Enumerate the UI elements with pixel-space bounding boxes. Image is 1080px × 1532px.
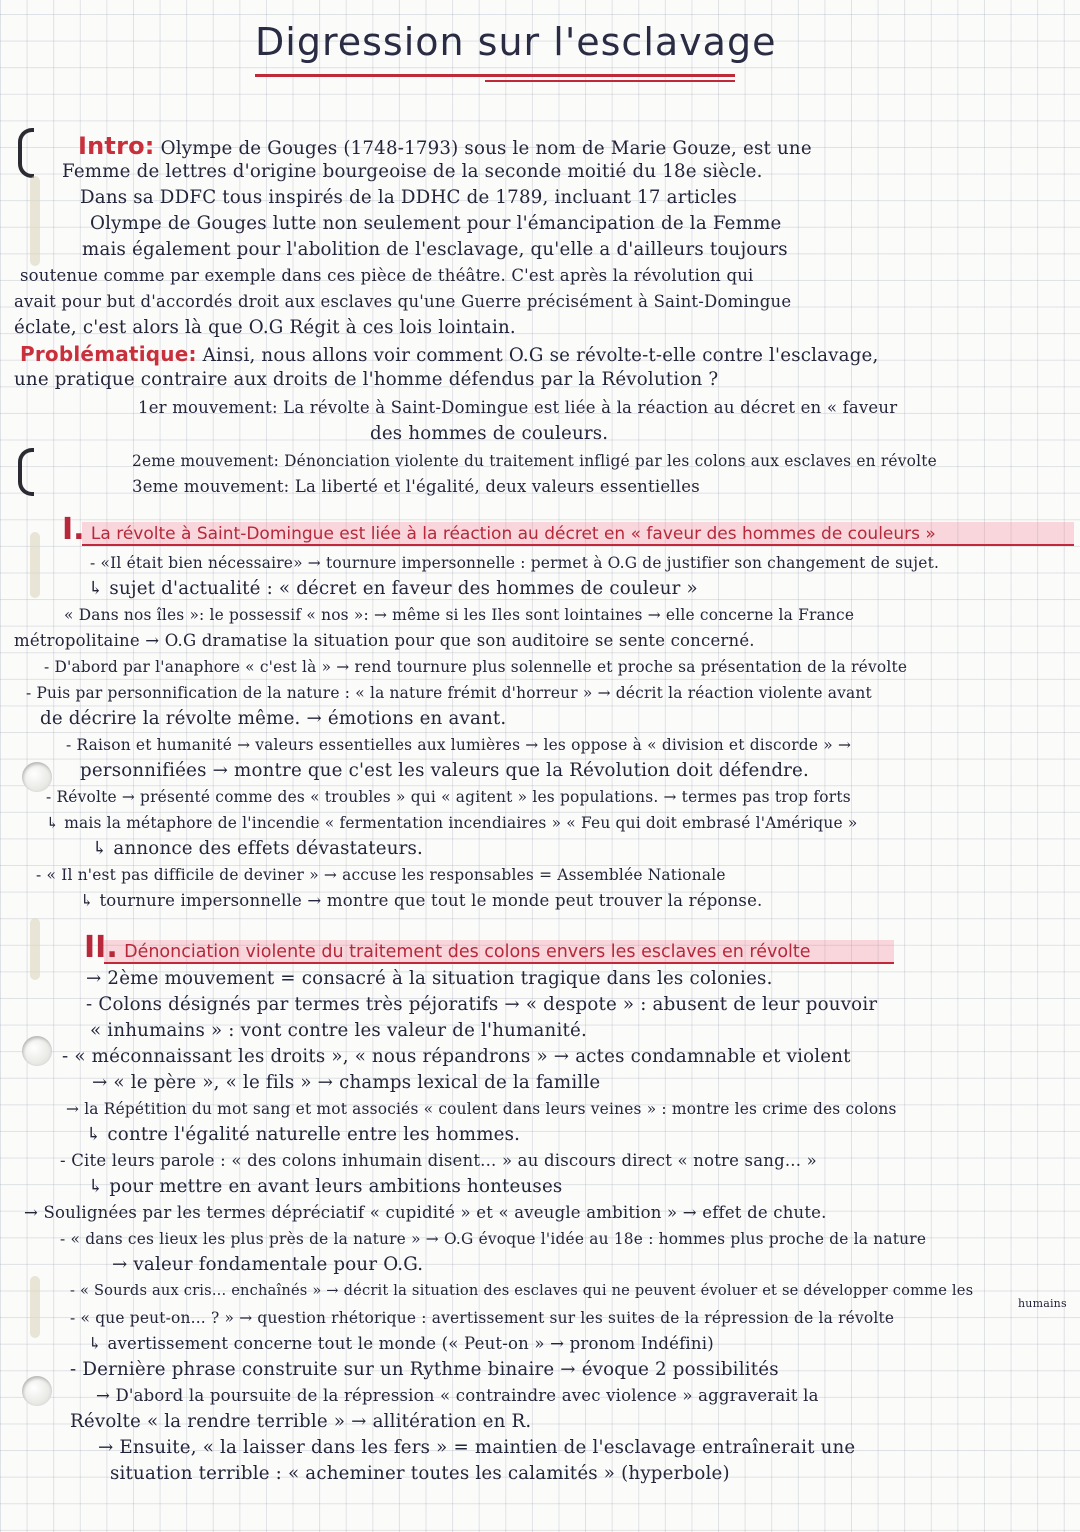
intro-label: Intro:: [78, 133, 155, 159]
plan-line: 3eme mouvement: La liberté et l'égalité, deux valeurs essentielles: [132, 477, 700, 496]
title-underline: [255, 74, 735, 77]
binder-hole-shadow: [30, 918, 40, 980]
section1-roman: I.: [62, 516, 85, 544]
section2-line: → valeur fondamentale pour O.G.: [112, 1254, 424, 1275]
binder-hole-shadow: [30, 176, 40, 266]
title-block: [255, 16, 777, 88]
section2-line: → 2ème mouvement = consacré à la situation tragique dans les colonies.: [86, 968, 773, 989]
section2-line: → Ensuite, « la laisser dans les fers » = maintien de l'esclavage entraînerait une: [98, 1437, 856, 1458]
intro-line: Olympe de Gouges lutte non seulement pour l'émancipation de la Femme: [90, 213, 782, 234]
problematique-label: Problématique:: [20, 342, 197, 366]
problematique-line: [20, 341, 1075, 367]
intro-line: Dans sa DDFC tous inspirés de la DDHC de 1789, incluant 17 articles: [80, 187, 738, 208]
binder-hole: [22, 1376, 52, 1406]
section2-line: → la Répétition du mot sang et mot associés « coulent dans leurs veines » : montre les crime des colons: [66, 1100, 897, 1118]
section2-line: - Colons désignés par termes très péjoratifs → « despote » : abusent de leur pouvoir: [86, 994, 878, 1015]
section2-line: → Soulignées par les termes dépréciatif « cupidité » et « aveugle ambition » → effet de chute.: [24, 1203, 827, 1222]
binder-hole: [22, 1036, 52, 1066]
section1-line: - «Il était bien nécessaire» → tournure impersonnelle : permet à O.G de justifier son changement de sujet.: [90, 554, 940, 572]
section2-heading: [84, 934, 1079, 962]
problematique-text: Ainsi, nous allons voir comment O.G se révolte-t-elle contre l'esclavage,: [202, 345, 879, 366]
section1-line: métropolitaine → O.G dramatise la situation pour que son auditoire se sente concerné.: [14, 631, 755, 650]
section2-line: - « que peut-on... ? » → question rhétorique : avertissement sur les suites de la répression de la révolte: [70, 1309, 895, 1327]
section2-line: Révolte « la rendre terrible » → allitération en R.: [70, 1411, 532, 1432]
section2-line: ↳ avertissement concerne tout le monde (« Peut-on » → pronom Indéfini): [88, 1334, 714, 1353]
section1-line: ↳ sujet d'actualité : « décret en faveur des hommes de couleur »: [88, 578, 698, 599]
section1-line: ↳ annonce des effets dévastateurs.: [92, 838, 424, 859]
intro-text: Olympe de Gouges (1748-1793) sous le nom de Marie Gouze, est une: [160, 138, 812, 159]
section1-line: - « Il n'est pas difficile de deviner » → accuse les responsables = Assemblée Nationale: [36, 866, 726, 884]
intro-line: [78, 133, 1068, 159]
section2-line: → D'abord la poursuite de la répression « contraindre avec violence » aggraverait la: [96, 1386, 819, 1405]
section2-line: - Cite leurs parole : « des colons inhumain disent... » au discours direct « notre sang... »: [60, 1151, 817, 1170]
intro-line: soutenue comme par exemple dans ces pièce de théâtre. C'est après la révolution qui: [20, 266, 754, 285]
section1-title: La révolte à Saint-Domingue est liée à la réaction au décret en « faveur des hommes de couleurs »: [90, 524, 936, 544]
problematique-line: une pratique contraire aux droits de l'homme défendus par la Révolution ?: [14, 369, 719, 390]
section2-line: ↳ pour mettre en avant leurs ambitions honteuses: [88, 1176, 563, 1197]
plan-line: 2eme mouvement: Dénonciation violente du traitement infligé par les colons aux esclaves en révolte: [132, 452, 937, 470]
binder-ring-mark: [18, 448, 34, 496]
section1-line: ↳ tournure impersonnelle → montre que tout le monde peut trouver la réponse.: [80, 891, 763, 910]
plan-line: des hommes de couleurs.: [370, 423, 609, 444]
section1-line: - Révolte → présenté comme des « troubles » qui « agitent » les populations. → termes pas trop forts: [46, 788, 851, 806]
section1-line: de décrire la révolte même. → émotions en avant.: [40, 708, 507, 729]
binder-ring-mark: [18, 128, 34, 178]
section1-line: « Dans nos îles »: le possessif « nos »: → même si les Iles sont lointaines → elle concerne la France: [64, 606, 855, 624]
section2-line: « inhumains » : vont contre les valeur de l'humanité.: [90, 1020, 587, 1041]
intro-line: avait pour but d'accordés droit aux esclaves qu'une Guerre précisément à Saint-Domingue: [14, 292, 792, 311]
section1-line: personnifiées → montre que c'est les valeurs que la Révolution doit défendre.: [80, 760, 810, 781]
section1-heading: [62, 516, 1077, 544]
section2-line: - « dans ces lieux les plus près de la nature » → O.G évoque l'idée au 18e : hommes plus proche de la nature: [60, 1230, 927, 1248]
page-title: Digression sur l'esclavage: [255, 20, 777, 64]
binder-hole-shadow: [30, 1276, 40, 1338]
intro-line: mais également pour l'abolition de l'esclavage, qu'elle a d'ailleurs toujours: [82, 239, 788, 260]
plan-line: 1er mouvement: La révolte à Saint-Domingue est liée à la réaction au décret en « faveur: [138, 398, 898, 417]
section2-line: - « méconnaissant les droits », « nous répandrons » → actes condamnable et violent: [62, 1046, 851, 1067]
section2-note: humains: [1018, 1297, 1067, 1310]
section2-title: Dénonciation violente du traitement des colons envers les esclaves en révolte: [124, 942, 811, 962]
section1-line: - Puis par personnification de la nature : « la nature frémit d'horreur » → décrit la réaction violente avant: [26, 684, 872, 702]
section2-line: → « le père », « le fils » → champs lexical de la famille: [92, 1072, 601, 1093]
section2-line: situation terrible : « acheminer toutes les calamités » (hyperbole): [110, 1463, 730, 1484]
section2-line: - « Sourds aux cris... enchaînés » → décrit la situation des esclaves qui ne peuvent évoluer et se développer comme les: [70, 1282, 974, 1299]
section2-roman: II.: [84, 934, 118, 962]
section1-line: - D'abord par l'anaphore « c'est là » → rend tournure plus solennelle et proche sa présentation de la révolte: [44, 658, 908, 676]
binder-hole-shadow: [30, 532, 40, 598]
section2-line: - Dernière phrase construite sur un Rythme binaire → évoque 2 possibilités: [70, 1359, 779, 1380]
intro-line: Femme de lettres d'origine bourgeoise de la seconde moitié du 18e siècle.: [62, 161, 763, 182]
section1-line: - Raison et humanité → valeurs essentielles aux lumières → les oppose à « division et discorde » →: [66, 736, 852, 754]
intro-line: éclate, c'est alors là que O.G Régit à ces lois lointain.: [14, 317, 516, 338]
section2-line: ↳ contre l'égalité naturelle entre les hommes.: [86, 1124, 521, 1145]
section1-line: ↳ mais la métaphore de l'incendie « fermentation incendiaires » « Feu qui doit embrasé l'Amérique »: [46, 814, 858, 832]
title-underline-accent: [485, 80, 735, 82]
